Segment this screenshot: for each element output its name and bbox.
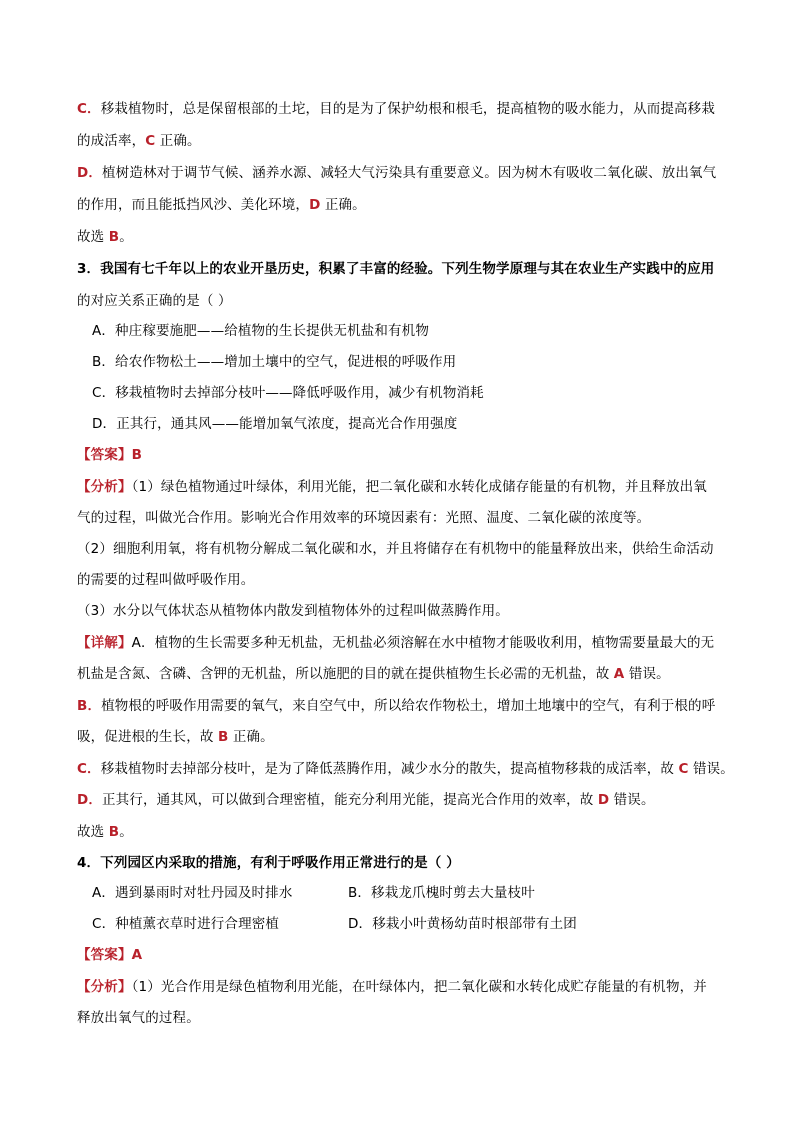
q4-analysis-l2: 释放出氧气的过程。 [77, 1010, 200, 1026]
question-4: 4．下列园区内采取的措施，有利于呼吸作用正常进行的是（ ） [77, 855, 460, 871]
q3-option-a: A．种庄稼要施肥——给植物的生长提供无机盐和有机物 [92, 323, 429, 339]
line-d-afforestation: D．植树造林对于调节气候、涵养水源、减轻大气污染具有重要意义。因为树木有吸收二氧化碳、放出氧气 [77, 165, 717, 181]
q3-detail-c: C．移栽植物时去掉部分枝叶，是为了降低蒸腾作用，减少水分的散失，提高植物移栽的成活率，故 C 错误。 [77, 761, 734, 777]
question-3: 3．我国有七千年以上的农业开垦历史，积累了丰富的经验。下列生物学原理与其在农业生产实践中的应用 [77, 261, 715, 277]
q3-analysis-l5: （3）水分以气体状态从植物体内散发到植物体外的过程叫做蒸腾作用。 [77, 603, 509, 619]
q4-analysis: 【分析】（1）光合作用是绿色植物利用光能，在叶绿体内，把二氧化碳和水转化成贮存能量的有机物，并 [77, 979, 707, 995]
line-c-transplant: C．移栽植物时，总是保留根部的土坨，目的是为了保护幼根和根毛，提高植物的吸水能力，从而提高移栽 [77, 101, 715, 117]
q3-analysis-l3: （2）细胞利用氧，将有机物分解成二氧化碳和水，并且将储存在有机物中的能量释放出来，供给生命活动 [77, 541, 714, 557]
q3-option-b: B．给农作物松土——增加土壤中的空气，促进根的呼吸作用 [92, 354, 457, 370]
line-choice-b: 故选 B。 [77, 229, 133, 245]
q3-answer: 【答案】B [77, 447, 143, 463]
q3-choice: 故选 B。 [77, 824, 133, 840]
q4-option-d: D．移栽小叶黄杨幼苗时根部带有土团 [348, 916, 577, 932]
q3-detail-b-cont: 吸，促进根的生长，故 B 正确。 [77, 729, 274, 745]
question-3-cont: 的对应关系正确的是（ ） [77, 293, 232, 309]
q4-answer: 【答案】A [77, 947, 143, 963]
q3-option-c: C．移栽植物时去掉部分枝叶——降低呼吸作用，减少有机物消耗 [92, 385, 484, 401]
q4-option-c: C．种植薰衣草时进行合理密植 [92, 916, 280, 932]
q3-option-d: D．正其行，通其风——能增加氧气浓度，提高光合作用强度 [92, 416, 458, 432]
q3-detail-b: B．植物根的呼吸作用需要的氧气，来自空气中，所以给农作物松土，增加土地壤中的空气，有利于根的呼 [77, 698, 716, 714]
q3-analysis: 【分析】（1）绿色植物通过叶绿体，利用光能，把二氧化碳和水转化成储存能量的有机物，并且释放出氧 [77, 479, 707, 495]
q3-detail: 【详解】A．植物的生长需要多种无机盐，无机盐必须溶解在水中植物才能吸收利用，植物需要量最大的无 [77, 635, 715, 651]
q4-option-b: B．移栽龙爪槐时剪去大量枝叶 [348, 885, 535, 901]
q3-detail-d: D．正其行，通其风，可以做到合理密植，能充分利用光能，提高光合作用的效率，故 D 错误。 [77, 792, 655, 808]
q3-analysis-l4: 的需要的过程叫做呼吸作用。 [77, 572, 255, 588]
line-c-transplant-cont: 的成活率，C 正确。 [77, 133, 201, 149]
line-d-afforestation-cont: 的作用，而且能抵挡风沙、美化环境，D 正确。 [77, 197, 366, 213]
q3-detail-l2: 机盐是含氮、含磷、含钾的无机盐，所以施肥的目的就在提供植物生长必需的无机盐，故 A 错误。 [77, 666, 670, 682]
q4-option-a: A．遇到暴雨时对牡丹园及时排水 [92, 885, 293, 901]
q3-analysis-l2: 气的过程，叫做光合作用。影响光合作用效率的环境因素有：光照、温度、二氧化碳的浓度等。 [77, 510, 651, 526]
